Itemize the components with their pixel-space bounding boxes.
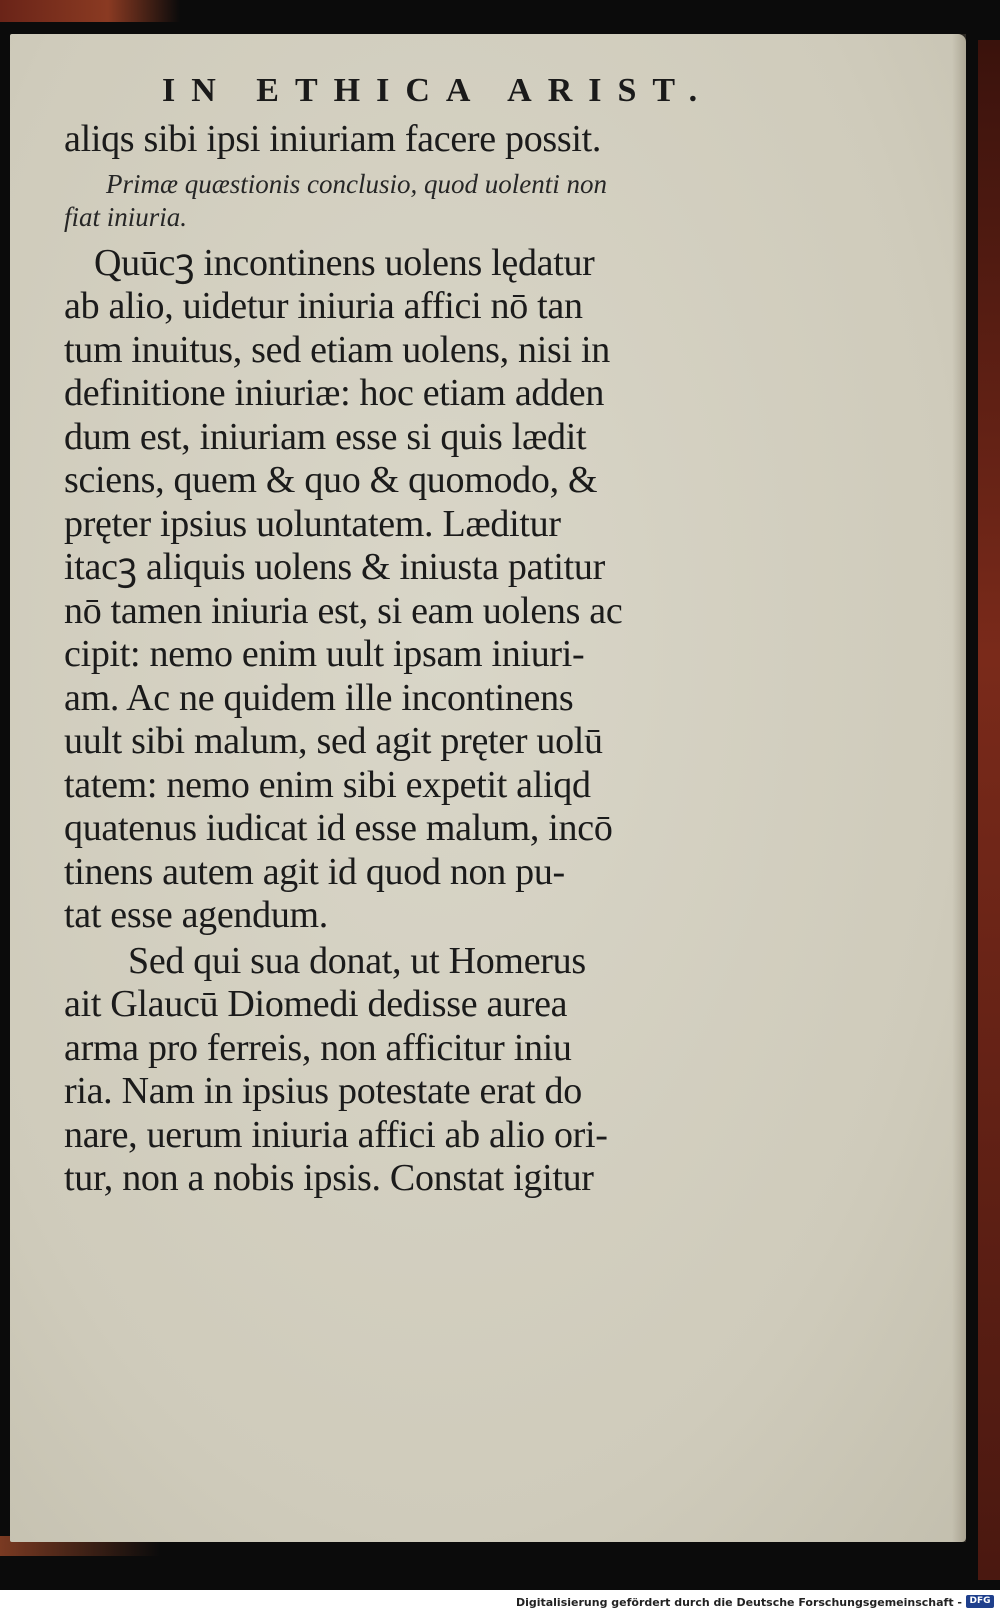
- page-edge-shadow: [952, 34, 966, 1542]
- text-line: am. Ac ne quidem ille incontinens: [64, 676, 574, 719]
- text-line: nare, uerum iniuria affici ab alio ori-: [64, 1113, 608, 1156]
- text-line: tur, non a nobis ipsis. Constat igitur: [64, 1157, 594, 1199]
- section-heading-line: Primæ quæstionis conclusio, quod uolenti non: [106, 168, 608, 199]
- paragraph-1: [64, 242, 704, 938]
- text-line: Sed qui sua donat, ut Homerus: [128, 939, 586, 982]
- text-line: tinens autem agit id quod non pu-: [64, 850, 565, 893]
- dfg-logo-icon: DFG: [966, 1595, 994, 1608]
- text-line: tat esse agendum.: [64, 894, 328, 936]
- text-line: Quūcꝫ incontinens uolens lędatur: [94, 241, 595, 284]
- funding-credit: Digitalisierung gefördert durch die Deutsche Forschungsgemeinschaft -: [515, 1596, 962, 1609]
- text-line: ait Glaucū Diomedi dedisse aurea: [64, 983, 568, 1025]
- text-line: quatenus iudicat id esse malum, incō: [64, 807, 613, 849]
- book-binding-top: [0, 0, 180, 22]
- text-line: ab alio, uidetur iniuria affici nō tan: [64, 285, 583, 327]
- text-line: aliqs sibi ipsi iniuriam facere possit.: [64, 118, 602, 160]
- section-heading-line: fiat iniuria.: [64, 201, 188, 232]
- text-line: arma pro ferreis, non afficitur iniu: [64, 1026, 572, 1069]
- text-line: nō tamen iniuria est, si eam uolens ac: [64, 589, 623, 632]
- text-line: cipit: nemo enim uult ipsam iniuri-: [64, 633, 585, 675]
- text-line: dum est, iniuriam esse si quis lædit: [64, 415, 587, 458]
- text-line: uult sibi malum, sed agit pręter uolū: [64, 720, 603, 762]
- text-line: sciens, quem & quo & quomodo, &: [64, 459, 598, 501]
- running-head: IN ETHICA ARIST.: [162, 72, 714, 109]
- text-line: ria. Nam in ipsius potestate erat do: [64, 1070, 582, 1112]
- text-line: itacꝫ aliquis uolens & iniusta patitur: [64, 546, 605, 588]
- page-text: [64, 118, 704, 1201]
- text-line: tum inuitus, sed etiam uolens, nisi in: [64, 328, 610, 371]
- paragraph-2: [64, 940, 704, 1201]
- text-line: pręter ipsius uoluntatem. Læditur: [64, 502, 561, 545]
- text-line: definitione iniuriæ: hoc etiam adden: [64, 372, 605, 414]
- book-binding-edge: [978, 40, 1000, 1580]
- text-line: tatem: nemo enim sibi expetit aliqd: [64, 763, 591, 806]
